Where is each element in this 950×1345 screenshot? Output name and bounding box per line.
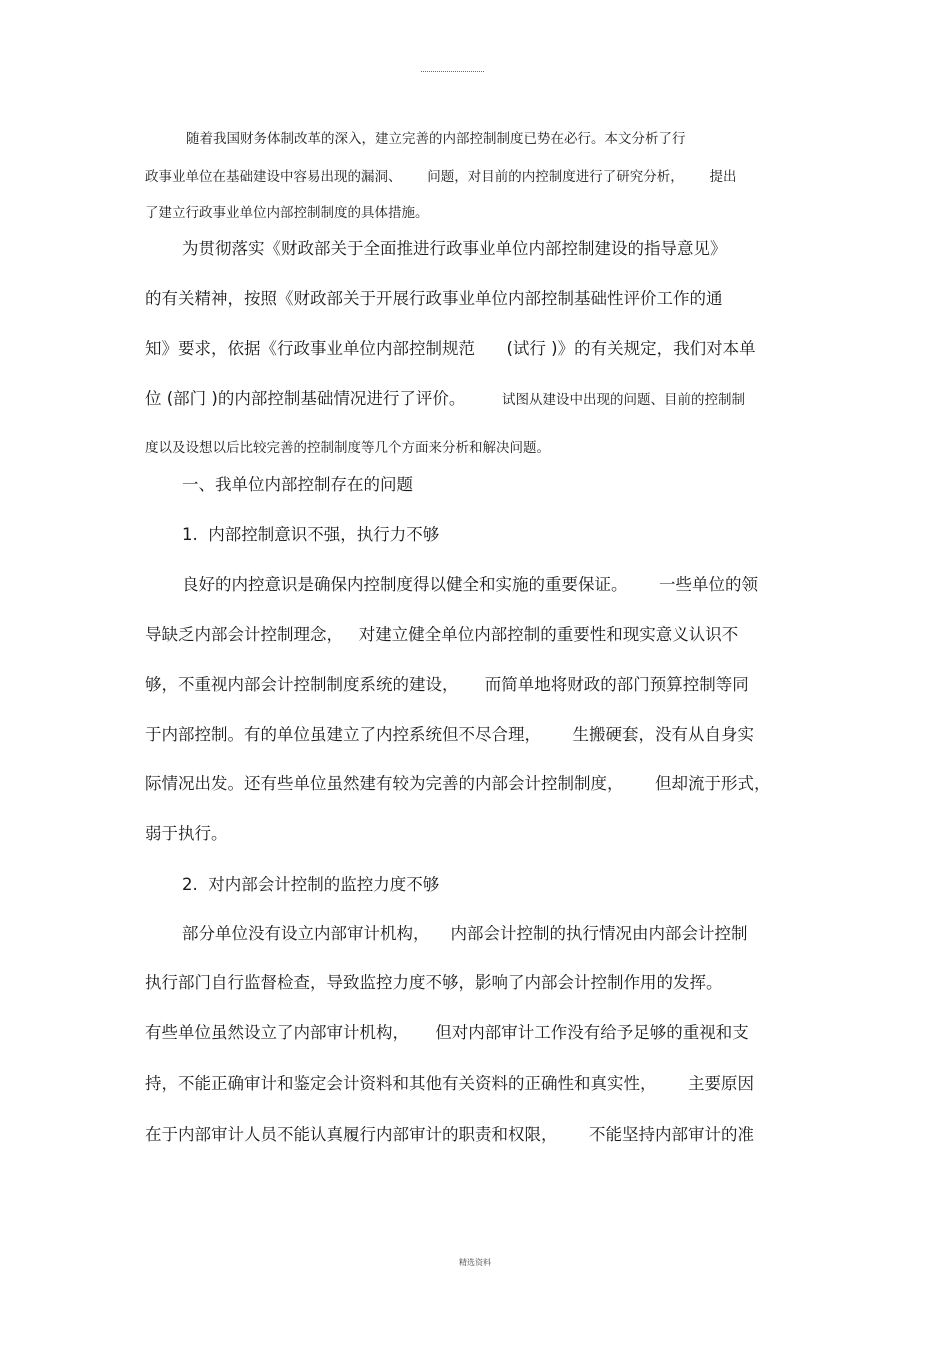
section-heading: 一、我单位内部控制存在的问题 (182, 475, 413, 494)
body-line: 够，不重视内部会计控制制度系统的建设， 而简单地将财政的部门预算控制等同 (145, 675, 749, 694)
body-line: 导缺乏内部会计控制理念， 对建立健全单位内部控制的重要性和现实意义认识不 (145, 625, 739, 644)
body-line: 际情况出发。还有些单位虽然建有较为完善的内部会计控制制度， 但却流于形式， (145, 774, 771, 793)
abstract-line-1: 随着我国财务体制改革的深入，建立完善的内部控制制度已势在必行。本文分析了行 (186, 131, 686, 147)
body-line: 良好的内控意识是确保内控制度得以健全和实施的重要保证。 一些单位的领 (182, 575, 758, 594)
header-dotted-rule (421, 71, 484, 72)
page-footer: 精选资料 (459, 1258, 491, 1267)
body-line: 在于内部审计人员不能认真履行内部审计的职责和权限， 不能坚持内部审计的准 (145, 1125, 754, 1144)
body-line: 持，不能正确审计和鉴定会计资料和其他有关资料的正确性和真实性， 主要原因 (145, 1074, 754, 1093)
body-line: 弱于执行。 (145, 824, 228, 843)
body-line: 执行部门自行监督检查，导致监控力度不够，影响了内部会计控制作用的发挥。 (145, 973, 723, 992)
subsection-heading: 2. 对内部会计控制的监控力度不够 (182, 875, 440, 894)
body-line: 于内部控制。有的单位虽建立了内控系统但不尽合理， 生搬硬套，没有从自身实 (145, 725, 754, 744)
body-line: 为贯彻落实《财政部关于全面推进行政事业单位内部控制建设的指导意见》 (182, 239, 727, 258)
body-line-small: 度以及设想以后比较完善的控制制度等几个方面来分析和解决问题。 (145, 440, 550, 456)
abstract-line-2: 政事业单位在基础建设中容易出现的漏洞、 问题，对目前的内控制度进行了研究分析， 提出 (145, 169, 737, 185)
subsection-heading: 1. 内部控制意识不强，执行力不够 (182, 525, 440, 544)
body-line: 有些单位虽然设立了内部审计机构， 但对内部审计工作没有给予足够的重视和支 (145, 1023, 749, 1042)
body-line: 部分单位没有设立内部审计机构， 内部会计控制的执行情况由内部会计控制 (182, 924, 748, 943)
body-line: 位 (部门 )的内部控制基础情况进行了评价。 (145, 389, 466, 408)
body-line: 知》要求，依据《行政事业单位内部控制规范 (试行 )》的有关规定，我们对本单 (145, 339, 756, 358)
body-line: 的有关精神，按照《财政部关于开展行政事业单位内部控制基础性评价工作的通 (145, 289, 723, 308)
body-line-small: 试图从建设中出现的问题、目前的控制制 (502, 392, 745, 408)
abstract-line-3: 了建立行政事业单位内部控制制度的具体措施。 (145, 205, 429, 221)
